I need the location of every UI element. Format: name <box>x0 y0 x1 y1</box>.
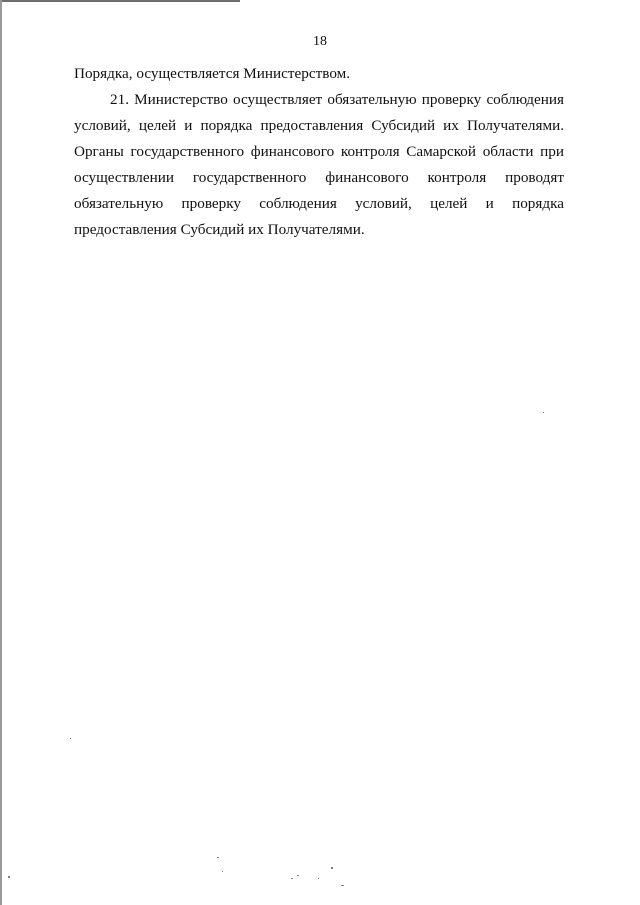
paragraph-line: предоставления Субсидий их Получателями. <box>74 221 365 238</box>
continuation-line: Порядка, осуществляется Министерством. <box>74 65 351 82</box>
scan-speck <box>297 875 299 876</box>
scan-speck <box>8 876 10 878</box>
paragraph-line: обязательную проверку соблюдения условий, целей и порядка <box>74 195 564 212</box>
paragraph-line: условий, целей и порядка предоставления Субсидий их Получателями. <box>74 117 564 134</box>
scan-speck <box>217 857 219 858</box>
scan-speck <box>70 738 71 739</box>
paragraph-21 <box>74 87 564 243</box>
scan-speck <box>318 878 319 879</box>
page-number: 18 <box>313 34 327 49</box>
scan-speck <box>222 871 223 872</box>
paragraph-line: Органы государственного финансового контроля Самарской области при <box>74 143 564 160</box>
continuation-text <box>74 61 564 87</box>
scan-left-edge <box>0 0 2 905</box>
scan-speck <box>331 867 333 869</box>
paragraph-line: осуществлении государственного финансового контроля проводят <box>74 169 564 186</box>
scan-speck <box>291 878 293 879</box>
scan-speck <box>341 885 344 886</box>
paragraph-line: 21. Министерство осуществляет обязательную проверку соблюдения <box>110 91 564 108</box>
scan-edge-line <box>0 0 240 2</box>
scan-speck <box>543 412 544 413</box>
